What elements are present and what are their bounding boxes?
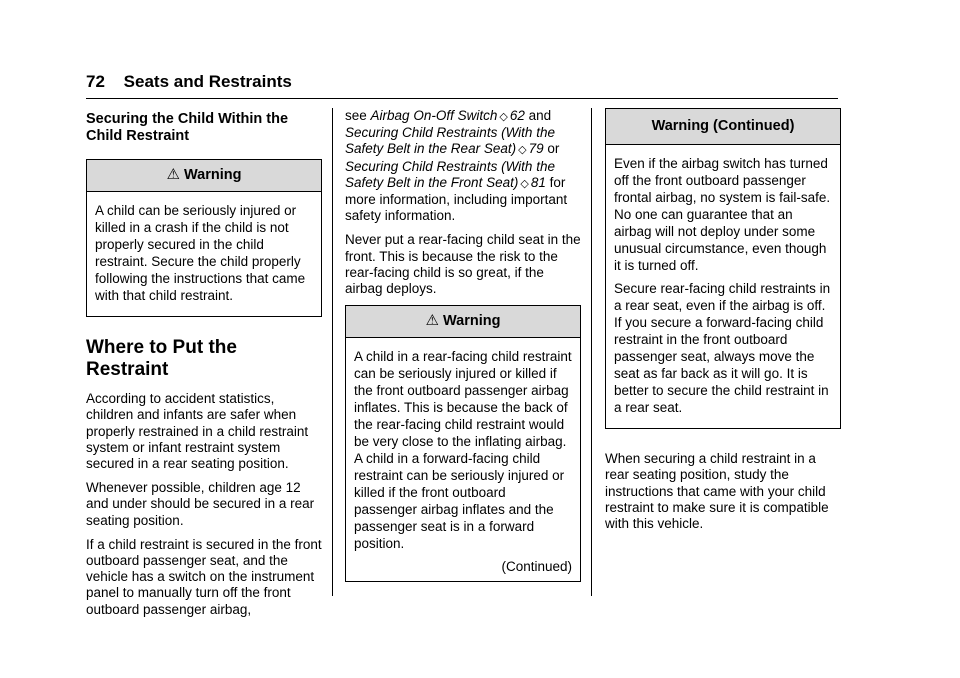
page-number: 72 — [86, 72, 105, 91]
ref-page-number[interactable]: 81 — [530, 174, 546, 190]
continued-label: (Continued) — [501, 559, 572, 575]
header-rule — [86, 98, 838, 99]
cross-reference-rear-seat[interactable]: Securing Child Restraints (With the Safety Belt in the Rear Seat) — [345, 125, 555, 157]
body-paragraph-with-refs — [345, 108, 581, 224]
warning-box-1 — [86, 159, 322, 317]
warning-box-header — [606, 109, 840, 145]
page-ref-arrow-icon: ◇ — [518, 144, 527, 157]
column-1 — [86, 108, 322, 626]
warning-triangle-icon: ⚠ — [166, 166, 180, 183]
section-heading: Where to Put the Restraint — [86, 337, 237, 381]
warning-triangle-icon: ⚠ — [425, 312, 439, 330]
body-paragraph: According to accident statistics, children and infants are safer when properly restrained in a child restraint system or infant restraint system secured in a rear seating position. — [86, 391, 309, 472]
body-paragraph: When securing a child restraint in a rear seating position, study the instructions that came with your child restraint to make sure it is compatible with this vehicle. — [605, 451, 829, 532]
column-divider-2 — [591, 108, 592, 596]
warning-text: A child can be seriously injured or killed in a crash if the child is not properly secured in the child restraint. Secure the child properly following the instructions that came with that child restraint. — [95, 203, 306, 304]
warning-box-2 — [345, 305, 581, 582]
warning-box-body — [606, 145, 840, 428]
subsection-heading: Securing the Child Within the Child Restraint — [86, 111, 289, 144]
warning-box-header — [346, 306, 580, 338]
warning-box-body — [346, 338, 580, 581]
chapter-title: Seats and Restraints — [123, 72, 292, 91]
column-divider-1 — [332, 108, 333, 596]
warning-text: Even if the airbag switch has turned off the front outboard passenger frontal airbag, no system is fail-safe. No one can guarantee that an airbag will not deploy under some unusual circumstance, even though it is turned off. — [614, 156, 831, 274]
body-paragraph: Never put a rear-facing child seat in the front. This is because the risk to the rear-facing child is so great, if the airbag deploys. — [345, 232, 581, 297]
text-and: and — [528, 108, 552, 123]
page-ref-arrow-icon: ◇ — [520, 177, 529, 190]
warning-title: Warning (Continued) — [651, 118, 795, 134]
text-or: or — [547, 141, 560, 157]
warning-text: A child in a rear-facing child restraint can be seriously injured or killed if the front outboard passenger airbag inflates. This is because the back of the rear-facing child restraint would be very close to the inflating airbag. A child in a forward-facing child restraint can be seriously injured or killed if the front outboard passenger airbag inflates and the passenger seat is in a forward position. — [354, 349, 572, 552]
warning-box-header — [87, 160, 321, 192]
warning-box-body — [87, 192, 321, 316]
warning-title: Warning — [442, 313, 501, 330]
column-3 — [605, 108, 841, 540]
ref-page-number[interactable]: 79 — [528, 141, 544, 157]
text-see: see — [345, 108, 367, 123]
page-ref-arrow-icon: ◇ — [499, 111, 508, 123]
warning-title: Warning — [183, 167, 242, 183]
page-header — [86, 72, 292, 92]
body-paragraph: If a child restraint is secured in the front outboard passenger seat, and the vehicle has a switch on the instrument panel to manually turn off the front outboard passenger airbag, — [86, 536, 322, 617]
body-paragraph: Whenever possible, children age 12 and under should be secured in a rear seating position. — [86, 480, 315, 528]
column-2 — [345, 108, 581, 592]
warning-box-continued — [605, 108, 841, 429]
cross-reference-front-seat[interactable]: Securing Child Restraints (With the Safety Belt in the Front Seat) — [345, 158, 555, 190]
cross-reference-airbag-switch[interactable]: Airbag On-Off Switch — [370, 108, 498, 123]
ref-page-number[interactable]: 62 — [509, 108, 525, 123]
warning-text: Secure rear-facing child restraints in a rear seat, even if the airbag is off. If you secure a forward-facing child restraint in the front outboard passenger seat, always move the seat as far back as it will go. It is better to secure the child restraint in a rear seat. — [614, 281, 831, 416]
text-para-end: for more information, including important safety information. — [345, 174, 568, 224]
